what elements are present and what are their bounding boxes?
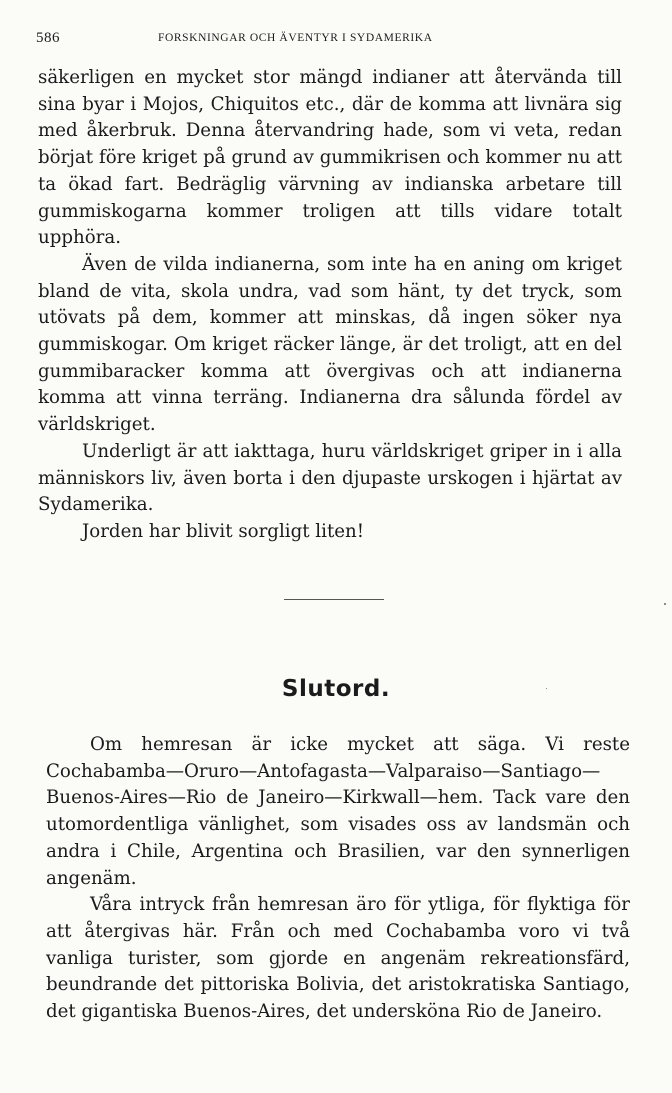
paragraph: Underligt är att iakttaga, huru världskriget griper in i alla människors liv, även borta i den djupaste urskogen i hjärtat av Sydamerika. [38, 440, 622, 516]
section-title: Slutord. [281, 676, 391, 702]
paragraph: Även de vilda indianerna, som inte ha en aning om kriget bland de vita, skola undra, vad som hänt, ty det tryck, som utövats på dem, kommer att minskas, då ingen söker nya gummiskogar. Om kriget räcker länge, är det troligt, att en del gummibaracker komma att övergivas och att indianerna komma att vinna terräng. Indianerna dra sålunda fördel av världskriget. [38, 253, 622, 436]
paragraph: Våra intryck från hemresan äro för ytliga, för flyktiga för att återgivas här. Från och med Cochabamba voro vi två vanliga turister, som gjorde en angenäm rekreationsfärd, beundrande det pittoriska Bolivia, det aristokratiska Santiago, det gigantiska Buenos-Aires, det undersköna Rio de Janeiro. [46, 894, 630, 1023]
paragraph: Om hemresan är icke mycket att säga. Vi reste Cochabamba—Oruro—Antofagasta—Valparaiso—Santiago—Buenos-Aires—Rio de Janeiro—Kirkwall—hem. Tack vare den utomordentliga vänlighet, som visades oss av landsmän och andra i Chile, Argentina och Brasilien, var den synnerligen angenäm. [46, 734, 630, 889]
running-head [36, 30, 636, 52]
running-title: FORSKNINGAR OCH ÄVENTYR I SYDAMERIKA [158, 32, 433, 44]
scan-speck [664, 603, 666, 605]
page-number: 586 [36, 30, 60, 46]
scan-speck [546, 688, 547, 689]
paragraph-continued: säkerligen en mycket stor mängd indianer att återvända till sina byar i Mojos, Chiquitos etc., där de komma att livnära sig med åkerbruk. Denna återvandring hade, som vi veta, redan börjat före kriget på grund av gummikrisen och kommer nu att ta ökad fart. Bedräglig värvning av indianska arbetare till gummiskogarna kommer troligen att tills vidare totalt upphöra. [38, 67, 622, 249]
section-text [46, 732, 630, 1026]
paragraph: Jorden har blivit sorgligt liten! [82, 520, 365, 542]
chapter-end-text [38, 65, 622, 546]
section-divider [284, 599, 384, 600]
